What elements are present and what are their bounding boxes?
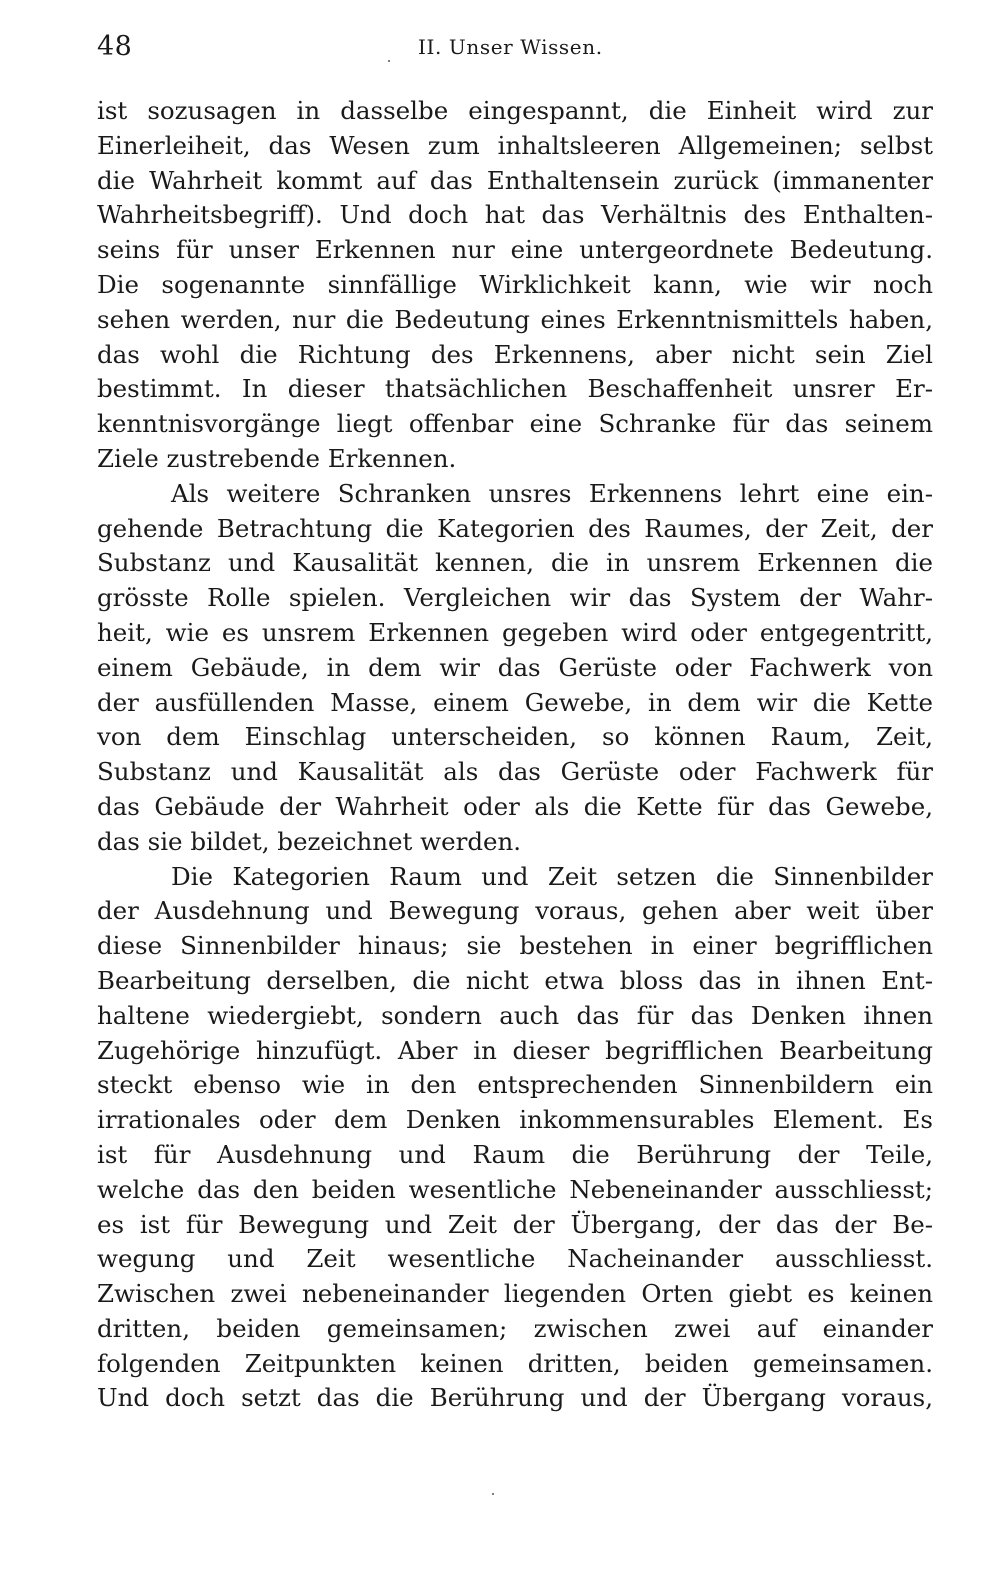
text-line: irrationales oder dem Denken inkommensurables Element. Es: [97, 1105, 933, 1135]
text-line: kenntnisvorgänge liegt offenbar eine Schranke für das seinem: [97, 409, 933, 439]
text-line: das sie bildet, bezeichnet werden.: [97, 826, 522, 856]
text-line: bestimmt. In dieser thatsächlichen Beschaffenheit unsrer Er-: [97, 374, 933, 404]
text-line: das wohl die Richtung des Erkennens, aber nicht sein Ziel: [97, 339, 933, 369]
text-line: folgenden Zeitpunkten keinen dritten, beiden gemeinsamen.: [97, 1348, 933, 1378]
text-line: Zugehörige hinzufügt. Aber in dieser begrifflichen Bearbeitung: [97, 1035, 933, 1065]
text-line: ist für Ausdehnung und Raum die Berührung der Teile,: [97, 1139, 933, 1169]
text-line: welche das den beiden wesentliche Nebeneinander ausschliesst;: [97, 1174, 933, 1204]
text-line: sehen werden, nur die Bedeutung eines Erkenntnismittels haben,: [97, 304, 933, 334]
text-line: diese Sinnenbilder hinaus; sie bestehen in einer begrifflichen: [97, 931, 933, 961]
text-line: grösste Rolle spielen. Vergleichen wir das System der Wahr-: [97, 583, 933, 613]
text-line: einem Gebäude, in dem wir das Gerüste oder Fachwerk von: [97, 652, 933, 682]
text-line: von dem Einschlag unterscheiden, so können Raum, Zeit,: [97, 722, 933, 752]
text-line: Bearbeitung derselben, die nicht etwa bloss das in ihnen Ent-: [97, 965, 933, 995]
text-line: Die Kategorien Raum und Zeit setzen die Sinnenbilder: [171, 861, 933, 891]
running-title: II. Unser Wissen.: [418, 35, 603, 59]
text-line: der Ausdehnung und Bewegung voraus, gehen aber weit über: [97, 896, 933, 926]
text-line: Und doch setzt das die Berührung und der Übergang voraus,: [97, 1383, 933, 1413]
text-line: der ausfüllenden Masse, einem Gewebe, in dem wir die Kette: [97, 687, 933, 717]
text-line: haltene wiedergiebt, sondern auch das für das Denken ihnen: [97, 1000, 933, 1030]
scan-speck: [388, 60, 390, 62]
text-line: Zwischen zwei nebeneinander liegenden Orten giebt es keinen: [97, 1279, 933, 1309]
text-line: es ist für Bewegung und Zeit der Übergang, der das der Be-: [97, 1209, 933, 1239]
text-line: Die sogenannte sinnfällige Wirklichkeit kann, wie wir noch: [97, 269, 933, 299]
scan-speck: [492, 1493, 494, 1495]
text-line: ist sozusagen in dasselbe eingespannt, die Einheit wird zur: [97, 96, 933, 125]
text-line: Substanz und Kausalität als das Gerüste oder Fachwerk für: [97, 757, 933, 787]
text-line: die Wahrheit kommt auf das Enthaltensein zurück (immanenter: [97, 165, 933, 195]
running-head: [97, 26, 935, 66]
text-line: das Gebäude der Wahrheit oder als die Kette für das Gewebe,: [97, 791, 933, 821]
body-text: [97, 94, 933, 1416]
text-line: seins für unser Erkennen nur eine untergeordnete Bedeutung.: [97, 235, 933, 265]
text-line: Einerleiheit, das Wesen zum inhaltsleeren Allgemeinen; selbst: [97, 130, 933, 160]
text-line: gehende Betrachtung die Kategorien des Raumes, der Zeit, der: [97, 513, 933, 543]
text-line: wegung und Zeit wesentliche Nacheinander ausschliesst.: [97, 1244, 933, 1274]
text-line: heit, wie es unsrem Erkennen gegeben wird oder entgegentritt,: [97, 617, 933, 647]
text-line: dritten, beiden gemeinsamen; zwischen zwei auf einander: [97, 1313, 933, 1343]
text-line: Ziele zustrebende Erkennen.: [97, 443, 457, 473]
text-line: steckt ebenso wie in den entsprechenden Sinnenbildern ein: [97, 1070, 933, 1100]
text-line: Als weitere Schranken unsres Erkennens lehrt eine ein-: [171, 478, 933, 508]
text-line: Substanz und Kausalität kennen, die in unsrem Erkennen die: [97, 548, 933, 578]
text-line: Wahrheitsbegriff). Und doch hat das Verhältnis des Enthalten-: [97, 200, 933, 230]
page-number: 48: [97, 31, 133, 62]
